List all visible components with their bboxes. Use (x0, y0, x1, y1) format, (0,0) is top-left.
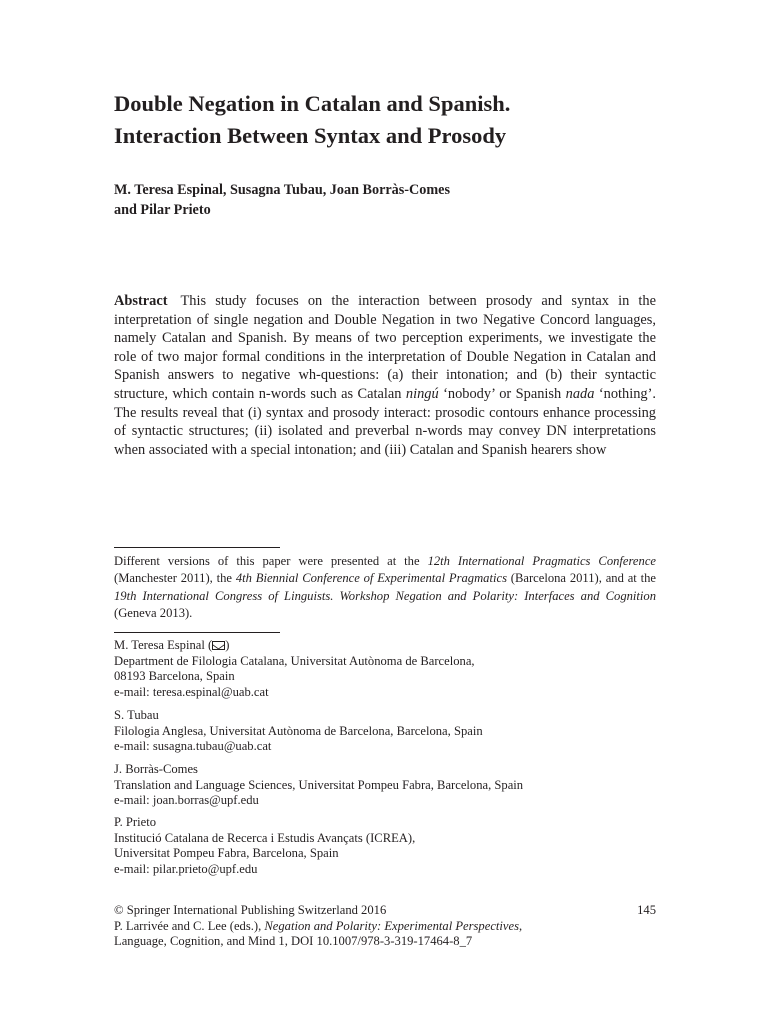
affiliation-dept: Institució Catalana de Recerca i Estudis Avançats (ICREA), (114, 830, 416, 845)
affiliation-dept: Department de Filologia Catalana, Universitat Autònoma de Barcelona, (114, 653, 475, 668)
title-line-2: Interaction Between Syntax and Prosody (114, 123, 507, 148)
abstract-text-3: ‘nothing’. The results reveal that (i) syntax and prosody interact: prosodic contours enhance processing of syntactic structures; (ii) isolated and preverbal n-words may convey DN interpretations when associated with a special intonation; and (iii) Catalan and Spanish hearers show (114, 385, 656, 458)
affiliation-name-close: ) (225, 638, 230, 652)
footnote-text-3: (Barcelona 2011), and at the (506, 571, 656, 586)
affiliation-address: Universitat Pompeu Fabra, Barcelona, Spain (114, 846, 339, 861)
footnote-conf-3: 19th International Congress of Linguists. Workshop Negation and Polarity: Interfaces and Cognition (114, 588, 656, 603)
affiliation-name: S. Tubau (114, 708, 159, 722)
citation-book-title: Negation and Polarity: Experimental Perspectives (264, 918, 519, 933)
abstract (114, 292, 656, 459)
authors-line-2: and Pilar Prieto (114, 202, 211, 218)
footnote-text-1: Different versions of this paper were presented at the (114, 554, 428, 568)
author-list (114, 180, 674, 220)
affiliation-name (114, 638, 674, 654)
copyright-block (114, 903, 656, 950)
affiliation-email: e-mail: joan.borras@upf.edu (114, 793, 259, 808)
doi-line: Language, Cognition, and Mind 1, DOI 10.1007/978-3-319-17464-8_7 (114, 934, 473, 949)
citation-comma: , (519, 918, 523, 933)
abstract-term-nada: nada (565, 385, 595, 402)
affiliation-tubau (114, 708, 674, 755)
abstract-term-ningu: ningú (405, 385, 439, 402)
affiliation-name: J. Borràs-Comes (114, 762, 198, 776)
affiliation-dept: Filologia Anglesa, Universitat Autònoma de Barcelona, Barcelona, Spain (114, 723, 483, 738)
affiliation-address: 08193 Barcelona, Spain (114, 669, 235, 684)
title-line-1: Double Negation in Catalan and Spanish. (114, 91, 511, 116)
envelope-icon (212, 641, 225, 650)
authors-line-1: M. Teresa Espinal, Susagna Tubau, Joan Borràs-Comes (114, 182, 450, 198)
footnote (114, 553, 656, 623)
abstract-text-2: ‘nobody’ or Spanish (438, 385, 566, 402)
footnote-conf-2: 4th Biennial Conference of Experimental Pragmatics (235, 571, 507, 586)
page-number: 145 (637, 903, 656, 917)
affiliation-espinal (114, 638, 674, 700)
affiliation-rule (114, 632, 280, 633)
affiliation-email: e-mail: pilar.prieto@upf.edu (114, 861, 258, 876)
affiliation-name: P. Prieto (114, 815, 156, 829)
affiliation-dept: Translation and Language Sciences, Universitat Pompeu Fabra, Barcelona, Spain (114, 777, 524, 792)
footnote-text-2: (Manchester 2011), the (114, 571, 236, 586)
abstract-label: Abstract (114, 293, 168, 309)
affiliation-name-text: M. Teresa Espinal ( (114, 638, 213, 652)
citation-editors: P. Larrivée and C. Lee (eds.), (114, 918, 265, 933)
copyright-line: © Springer International Publishing Switzerland 2016 (114, 903, 387, 917)
affiliation-email: e-mail: teresa.espinal@uab.cat (114, 684, 269, 699)
abstract-text-1: This study focuses on the interaction between prosody and syntax in the interpretation of single negation and Double Negation in two Negative Concord languages, namely Catalan and Spanish. By means of two perception experiments, we investigate the role of two major formal conditions in the interpretation of Double Negation in Catalan and Spanish answers to negative wh-questions: (a) their intonation; and (b) their syntactic structure, which contain n-words such as Catalan (114, 293, 656, 402)
paper-title (114, 88, 674, 152)
affiliation-prieto (114, 815, 674, 877)
footnote-text-4: (Geneva 2013). (114, 606, 193, 621)
footnote-rule (114, 547, 280, 548)
affiliation-email: e-mail: susagna.tubau@uab.cat (114, 739, 272, 754)
affiliation-borras-comes (114, 762, 674, 809)
citation-line (114, 919, 656, 935)
footnote-conf-1: 12th International Pragmatics Conference (427, 554, 656, 568)
